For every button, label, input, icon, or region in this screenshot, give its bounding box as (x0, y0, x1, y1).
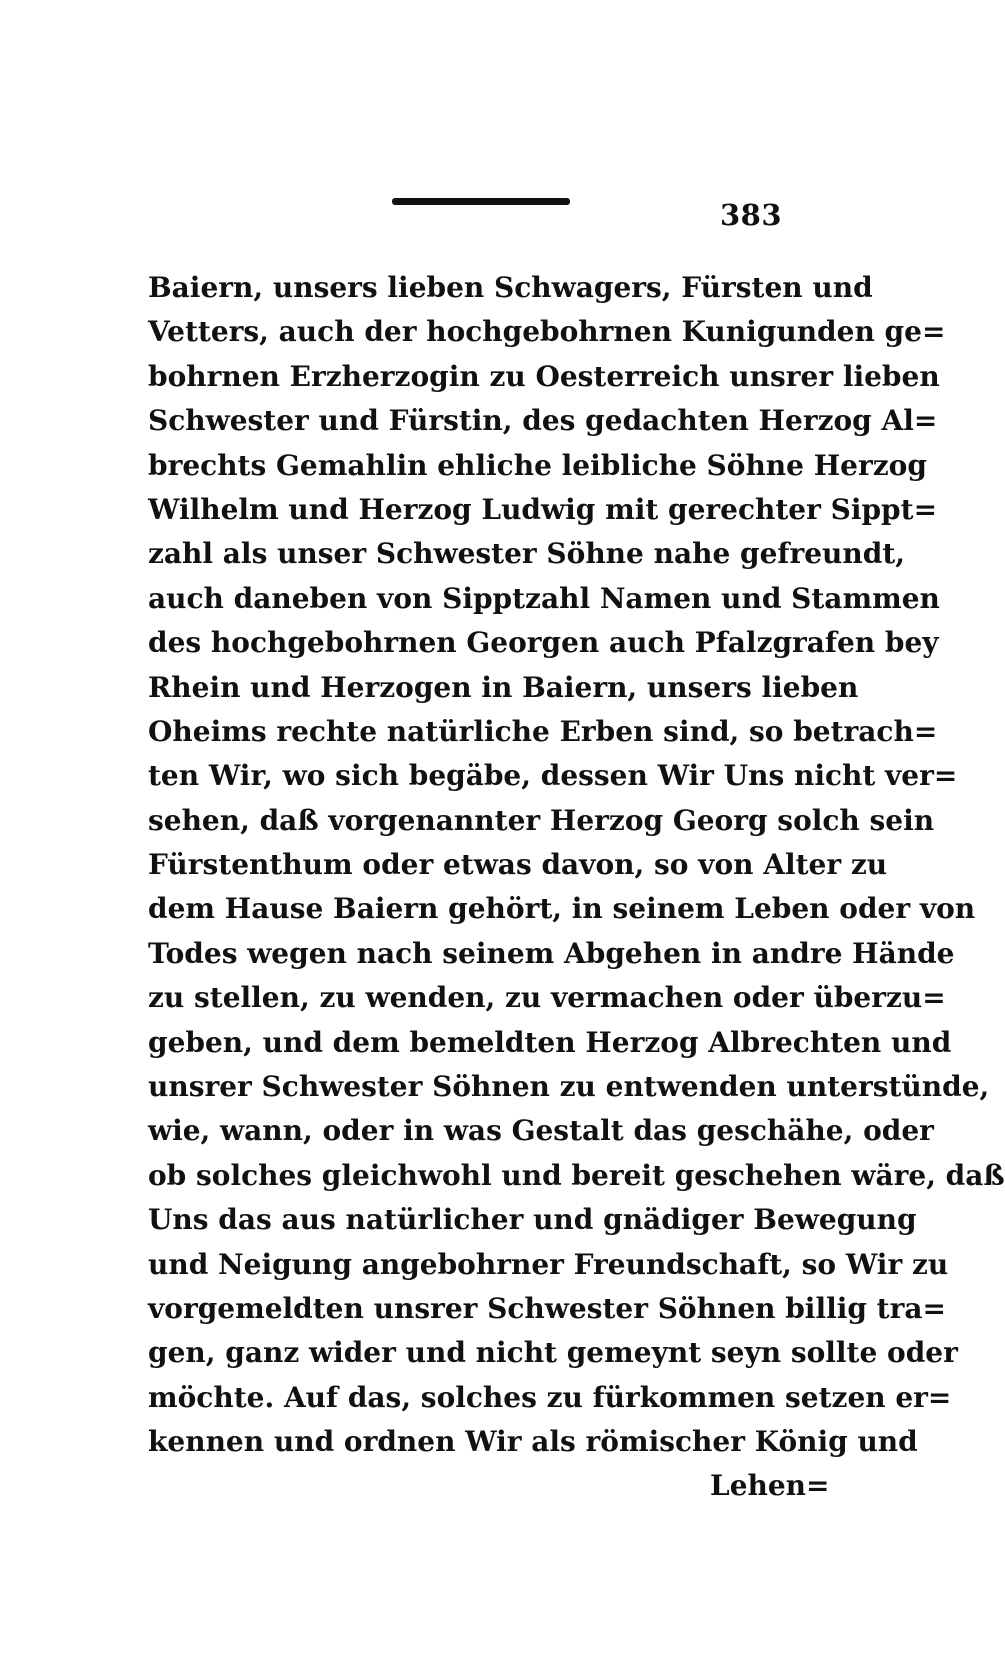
text-line: sehen, daß vorgenannter Herzog Georg solch sein (148, 803, 935, 837)
text-line: Oheims rechte natürliche Erben sind, so betrach= (148, 714, 938, 748)
text-line: Wilhelm und Herzog Ludwig mit gerechter Sippt= (148, 492, 938, 526)
text-line: Rhein und Herzogen in Baiern, unsers lieben (148, 670, 859, 704)
text-line: ten Wir, wo sich begäbe, dessen Wir Uns nicht ver= (148, 759, 958, 793)
text-line: Todes wegen nach seinem Abgehen in andre Hände (148, 936, 955, 970)
text-line: und Neigung angebohrner Freundschaft, so Wir zu (148, 1247, 949, 1281)
text-line: Baiern, unsers lieben Schwagers, Fürsten und (148, 271, 873, 304)
body-text (148, 266, 1005, 1465)
text-line: auch daneben von Sipptzahl Namen und Stammen (148, 581, 940, 615)
text-line: vorgemeldten unsrer Schwester Söhnen billig tra= (148, 1291, 946, 1325)
text-line: gen, ganz wider und nicht gemeynt seyn sollte oder (148, 1336, 958, 1370)
text-line: ob solches gleichwohl und bereit geschehen wäre, daß (148, 1158, 1005, 1192)
text-line: des hochgebohrnen Georgen auch Pfalzgrafen bey (148, 626, 939, 660)
catchword: Lehen= (710, 1469, 830, 1502)
text-line: bohrnen Erzherzogin zu Oesterreich unsrer lieben (148, 359, 940, 393)
text-line: Vetters, auch der hochgebohrnen Kunigunden ge= (148, 315, 946, 349)
text-line: möchte. Auf das, solches zu fürkommen setzen er= (148, 1380, 952, 1414)
text-line: kennen und ordnen Wir als römischer König und (148, 1425, 918, 1459)
header-rule (392, 198, 570, 205)
text-line: wie, wann, oder in was Gestalt das geschähe, oder (148, 1114, 934, 1148)
text-line: Schwester und Fürstin, des gedachten Herzog Al= (148, 404, 938, 438)
text-line: geben, und dem bemeldten Herzog Albrechten und (148, 1025, 952, 1059)
text-line: unsrer Schwester Söhnen zu entwenden unterstünde, (148, 1070, 990, 1104)
page-number: 383 (720, 198, 783, 232)
text-line: brechts Gemahlin ehliche leibliche Söhne Herzog (148, 448, 927, 482)
text-line: zu stellen, zu wenden, zu vermachen oder überzu= (148, 981, 946, 1015)
text-line: zahl als unser Schwester Söhne nahe gefreundt, (148, 537, 905, 571)
text-line: Uns das aus natürlicher und gnädiger Bewegung (148, 1203, 917, 1237)
text-line: Fürstenthum oder etwas davon, so von Alter zu (148, 848, 888, 882)
text-line: dem Hause Baiern gehört, in seinem Leben oder von (148, 892, 976, 926)
